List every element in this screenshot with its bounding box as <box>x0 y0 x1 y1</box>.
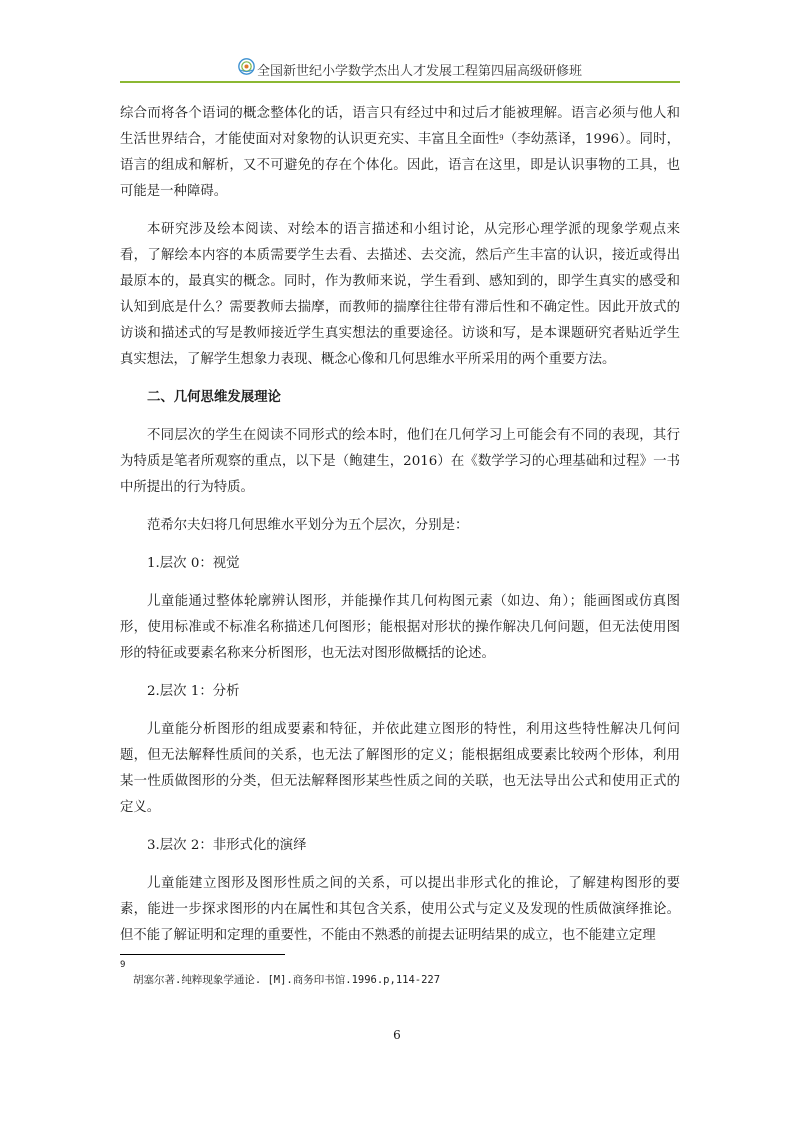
document-body <box>120 101 680 949</box>
program-logo-icon <box>238 58 255 75</box>
header-divider <box>120 81 680 83</box>
level-1-text: 儿童能分析图形的组成要素和特征，并依此建立图形的特性，利用这些特性解决几何问题，但无法解释性质间的关系，也无法了解图形的定义；能根据组成要素比较两个形体，利用某一性质做图形的分类，但无法解释图形某些性质之间的关联，也无法导出公式和使用正式的定义。 <box>120 722 680 815</box>
footnote-ref[interactable]: 9 <box>499 134 504 142</box>
page-number: 6 <box>393 1028 401 1042</box>
footnote-number: 9 <box>120 960 126 970</box>
footnote-text: 胡塞尔著.纯粹现象学通论. [M].商务印书馆.1996.p,114-227 <box>133 974 441 986</box>
header-title: 全国新世纪小学数学杰出人才发展工程第四届高级研修班 <box>257 64 583 79</box>
level-0-text: 儿童能通过整体轮廓辨认图形，并能操作其几何构图元素（如边、角）；能画图或仿真图形，使用标准或不标准名称描述几何图形；能根据对形状的操作解决几何问题，但无法使用图形的特征或要素名称来分析图形，也无法对图形做概括的论述。 <box>120 594 680 661</box>
level-1-title: 2.层次 1：分析 <box>147 684 240 699</box>
level-2-text: 儿童能建立图形及图形性质之间的关系，可以提出非形式化的推论，了解建构图形的要素，能进一步探求图形的内在属性和其包含关系，使用公式与定义及发现的性质做演绎推论。但不能了解证明和定理的重要性，不能由不熟悉的前提去证明结果的成立，也不能建立定理 <box>120 876 680 943</box>
level-2-title: 3.层次 2：非形式化的演绎 <box>147 838 307 853</box>
paragraph-language <box>120 101 680 205</box>
page-header <box>120 58 680 86</box>
level-0-title: 1.层次 0：视觉 <box>147 556 240 571</box>
footnote-divider <box>120 954 285 955</box>
section-heading: 二、几何思维发展理论 <box>147 390 281 405</box>
paragraph-research-method: 本研究涉及绘本阅读、对绘本的语言描述和小组讨论，从完形心理学派的现象学观点来看，了解绘本内容的本质需要学生去看、去描述、去交流，然后产生丰富的认识，接近或得出最原本的，最真实的概念。同时，作为教师来说，学生看到、感知到的，即学生真实的感受和认知到底是什么？需要教师去揣摩，而教师的揣摩往往带有滞后性和不确定性。因此开放式的访谈和描述式的写是教师接近学生真实想法的重要途径。访谈和写，是本课题研究者贴近学生真实想法，了解学生想象力表现、概念心像和几何思维水平所采用的两个重要方法。 <box>120 222 680 367</box>
paragraph-behavior-traits: 不同层次的学生在阅读不同形式的绘本时，他们在几何学习上可能会有不同的表现，其行为特质是笔者所观察的重点，以下是（鲍建生，2016）在《数学学习的心理基础和过程》一书中所提出的行为特质。 <box>120 428 680 495</box>
paragraph-language-text-a: 综合而将各个语词的概念整体化的话，语言只有经过中和过后才能被理解。语言必须与他人和生活世界结合，才能使面对对象物的认识更充实、丰富且全面性 <box>120 106 680 147</box>
paragraph-language-text-b: （李幼蒸译，1996）。同时，语言的组成和解析，又不可避免的存在个体化。因此，语言在这里，即是认识事物的工具，也可能是一种障碍。 <box>120 132 680 199</box>
paragraph-van-hiele-intro: 范希尔夫妇将几何思维水平划分为五个层次，分别是： <box>147 518 469 533</box>
